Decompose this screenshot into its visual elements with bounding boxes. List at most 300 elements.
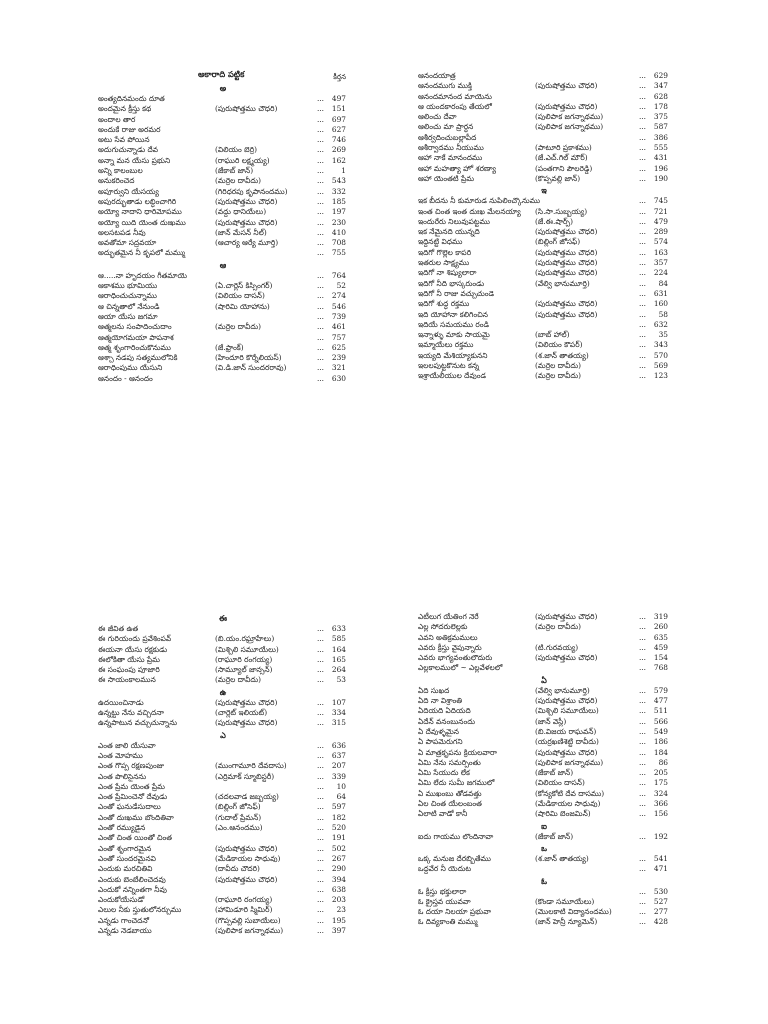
song-number: 755 [331, 248, 346, 258]
leader-dots: ... [638, 319, 646, 329]
leader-dots: ... [316, 145, 324, 155]
leader-dots: ... [316, 823, 324, 833]
song-number: 165 [331, 654, 346, 664]
song-author: (జాన్ హెన్రీ న్యూమెన్) [535, 917, 598, 927]
leader-dots: ... [316, 915, 324, 925]
song-title: ఆనందయాత్ర [418, 71, 456, 80]
index-entry [418, 737, 670, 747]
leader-dots: ... [316, 761, 324, 771]
index-entry [418, 258, 670, 268]
index-entry [98, 104, 348, 114]
index-entry [98, 115, 348, 125]
index-entry [418, 686, 670, 696]
song-number: 182 [331, 812, 346, 822]
song-author: (యర్రఖణిశెట్టి దావీదు) [535, 737, 599, 747]
leader-dots: ... [638, 799, 646, 809]
song-number: 239 [331, 353, 346, 363]
leader-dots: ... [638, 706, 646, 716]
song-title: అవతోమా సద్రవయా [98, 238, 157, 248]
song-number: 192 [653, 831, 668, 841]
song-author: (పురుషోత్తము చౌధరి) [535, 299, 598, 309]
song-number: 357 [653, 258, 668, 268]
song-title: ఏమి సేయుదు లేక [418, 768, 470, 778]
index-entry [98, 751, 348, 761]
song-number: 123 [653, 371, 668, 381]
index-entry [98, 675, 348, 685]
song-number: 35 [658, 330, 668, 340]
leader-dots: ... [316, 853, 324, 863]
index-entry [98, 238, 348, 248]
index-entry [98, 353, 348, 363]
song-title: అపురద్భుతాడు లబ్ధించాగిరి [98, 196, 177, 206]
song-title: ఆకాశము భూమియు [98, 281, 158, 291]
song-title: ఎంత పొలిసైనను [98, 771, 147, 781]
index-entry [418, 854, 670, 864]
section-letter: ఎ [220, 729, 226, 740]
section-letter: ఆ [219, 259, 227, 270]
song-number: 269 [331, 145, 346, 155]
index-entry [98, 363, 348, 373]
index-entry [418, 92, 670, 102]
song-number: 197 [331, 207, 346, 217]
leader-dots: ... [316, 311, 324, 321]
song-number: 479 [653, 216, 668, 226]
leader-dots: ... [638, 809, 646, 819]
song-author: (ఆచార్య ఆర్యే మూర్తి) [215, 238, 279, 248]
index-entry [418, 340, 670, 350]
song-number: 477 [653, 696, 668, 706]
leader-dots: ... [316, 270, 324, 280]
index-entry [98, 248, 348, 258]
song-number: 162 [331, 155, 346, 165]
song-title: ఏ దేవుళ్ళమైన [418, 726, 459, 736]
song-author: (మర్రెల దావీదు) [215, 675, 262, 685]
song-author: (పులిపాక జగన్నాథము) [215, 926, 284, 936]
index-entry [98, 905, 348, 915]
song-number: 375 [653, 112, 668, 122]
song-title: ఓ క్రైస్తవ యువవా [418, 896, 471, 906]
index-entry [418, 717, 670, 727]
song-title: ఎంత మోహము [98, 750, 143, 760]
song-number: 629 [653, 71, 668, 80]
leader-dots: ... [316, 217, 324, 227]
leader-dots: ... [638, 831, 646, 841]
index-entry [98, 291, 348, 301]
song-author: (పురుషోత్తము చౌధరి) [535, 747, 598, 757]
song-title: అయ్యో నాదాని ధారిమోపము [98, 207, 182, 217]
song-title: అనుకరించెద [98, 176, 135, 186]
song-author: (పురుషోత్తము చౌధరి) [535, 696, 598, 706]
index-entry [418, 897, 670, 907]
song-author: (పులిపాక జగన్నాథము) [535, 122, 604, 132]
leader-dots: ... [638, 778, 646, 788]
song-author: (చదలవాడ జబ్బయ్య) [215, 792, 279, 802]
song-author: (గుదాల్ ప్రేమన్) [215, 812, 262, 822]
song-author: (వద్దు ధానియేలు) [215, 207, 267, 217]
leader-dots: ... [316, 740, 324, 750]
index-entry [418, 748, 670, 758]
song-author: (ఎర్రిమాక్ స్మూబిస్టరీ) [215, 771, 275, 781]
song-number: 530 [653, 886, 668, 896]
leader-dots: ... [316, 644, 324, 654]
song-title: ఆయా యేసు జగమా [98, 311, 158, 321]
leader-dots: ... [316, 926, 324, 936]
leader-dots: ... [638, 247, 646, 257]
song-number: 579 [653, 685, 668, 695]
leader-dots: ... [638, 153, 646, 163]
section-letter: ఐ [541, 820, 547, 831]
index-entry [98, 125, 348, 135]
index-entry [98, 708, 348, 718]
song-author: (జేకాబ్ జాన్) [535, 768, 574, 778]
index-entry [418, 887, 670, 897]
song-number: 768 [653, 663, 668, 673]
index-entry [98, 374, 348, 384]
index-entry [418, 196, 670, 206]
index-entry [418, 217, 670, 227]
song-number: 195 [331, 915, 346, 925]
song-number: 175 [653, 778, 668, 788]
index-entry [98, 322, 348, 332]
song-author: (మేడికాయల సాధువు) [215, 853, 281, 863]
song-number: 386 [653, 132, 668, 142]
leader-dots: ... [316, 833, 324, 843]
index-entry [418, 310, 670, 320]
leader-dots: ... [316, 718, 324, 728]
song-title: ఒద్దవేర నీ యెదుట [418, 864, 472, 874]
song-number: 230 [331, 217, 346, 227]
song-title: ఇదియే సమయము రండి [418, 319, 490, 329]
leader-dots: ... [638, 330, 646, 340]
index-column-4 [418, 612, 670, 928]
leader-dots: ... [316, 332, 324, 342]
song-number: 633 [331, 624, 346, 633]
song-title: ఎంత జాలి యేసువా [98, 740, 156, 750]
index-entry [418, 207, 670, 217]
leader-dots: ... [638, 71, 646, 80]
song-number: 224 [653, 268, 668, 278]
index-entry [98, 333, 348, 343]
song-title: ఏలాటి వాడో కానీ [418, 809, 468, 819]
song-author: (విలియం దాసన్) [215, 291, 265, 301]
song-author: (జే.ఫ్రాంక్) [215, 342, 244, 352]
leader-dots: ... [316, 248, 324, 258]
leader-dots: ... [316, 771, 324, 781]
song-title: ఇదిగో గొల్లెల కాపరి [418, 247, 472, 257]
index-entry [98, 312, 348, 322]
song-title: ఎన్నడు గాంచెదనో [98, 915, 149, 925]
index-entry [418, 361, 670, 371]
index-entry [418, 768, 670, 778]
song-title: ఎంతో రమ్యుడైన [98, 823, 146, 833]
leader-dots: ... [638, 81, 646, 91]
leader-dots: ... [638, 163, 646, 173]
song-author: (మిశ్చిలి సమూయేలు) [215, 644, 279, 654]
song-title: ఎంతో శృంగారమైన [98, 843, 152, 853]
index-entry [418, 320, 670, 330]
leader-dots: ... [638, 653, 646, 663]
leader-dots: ... [316, 697, 324, 707]
leader-dots: ... [316, 155, 324, 165]
song-title: ఎందుకోయేసుడో [98, 895, 145, 905]
song-author: (మర్రెల దావీదు) [535, 371, 582, 381]
song-title: ఎల్లకాలములో ~ ఎల్లవేళలలో [418, 663, 503, 673]
leader-dots: ... [316, 708, 324, 718]
song-number: 156 [653, 809, 668, 819]
index-header [98, 69, 348, 82]
index-entry [418, 696, 670, 706]
index-entry [418, 102, 670, 112]
song-number: 637 [331, 750, 346, 760]
song-author: (పురుషోత్తము చౌధరి) [215, 718, 278, 728]
index-entry [98, 634, 348, 644]
song-author: (ఏ.చార్లెస్ కిస్సింగర్) [215, 281, 273, 291]
leader-dots: ... [638, 196, 646, 206]
index-entry [418, 153, 670, 163]
leader-dots: ... [316, 675, 324, 685]
song-number: 721 [653, 206, 668, 216]
song-author: (పురుషోత్తము చౌధరి) [535, 653, 598, 663]
leader-dots: ... [638, 122, 646, 132]
song-author: (జేకాబ్ జాన్) [535, 831, 574, 841]
index-entry [418, 832, 670, 842]
index-entry [418, 330, 670, 340]
index-entry [418, 809, 670, 819]
leader-dots: ... [638, 757, 646, 767]
song-title: ఆనందముగు ముక్తి [418, 81, 472, 91]
section-letter: అ [219, 83, 227, 93]
song-title: ఇదిగో నీ రాజు వచ్చుచుండె [418, 288, 495, 298]
song-title: ఏదియది ఏదియది [418, 706, 471, 716]
song-author: (పురుషోత్తము చౌధరి) [215, 697, 278, 707]
song-title: ఈయనా యేసు రక్షకుడు [98, 644, 168, 654]
song-number: 107 [331, 697, 346, 707]
song-number: 597 [331, 802, 346, 812]
song-author: (మర్రెల దావీదు) [215, 176, 262, 186]
index-entry [98, 271, 348, 281]
song-title: ఉన్నపాటున వచ్చుచున్నాను [98, 718, 178, 728]
leader-dots: ... [638, 663, 646, 673]
song-author: (షారిమి బెంజమిన్) [535, 809, 591, 819]
index-entry [418, 917, 670, 927]
song-author: (బి.యం.రఘ్రాహేలు) [215, 634, 275, 644]
song-title: ఎలుల నీకు స్తుతులోనర్చుము [98, 905, 182, 915]
index-entry [98, 823, 348, 833]
song-title: ఎవని అతిక్రమములు [418, 632, 478, 642]
song-title: అందమైన క్రీస్తు కథ [98, 104, 152, 114]
leader-dots: ... [638, 737, 646, 747]
leader-dots: ... [638, 896, 646, 906]
song-number: 151 [331, 104, 346, 114]
leader-dots: ... [316, 665, 324, 675]
song-title: ఇతరుల సాక్ష్యము [418, 258, 470, 268]
leader-dots: ... [316, 624, 324, 633]
song-author: (మర్రెల దావీదు) [535, 622, 582, 632]
song-number: 541 [653, 853, 668, 863]
index-entry [98, 645, 348, 655]
song-author: (విలియం బెర్రి) [215, 145, 257, 155]
song-number: 587 [653, 122, 668, 132]
song-number: 274 [331, 291, 346, 301]
song-number: 632 [653, 319, 668, 329]
song-title: ఈ సంఘంపు పూజారి [98, 665, 160, 675]
song-title: ఏమి లేదు సుమీ జగములో [418, 778, 495, 788]
index-entry [98, 145, 348, 155]
song-author: (బి.విజయ రాఘవన్) [535, 726, 597, 736]
index-entry [98, 624, 348, 634]
song-number: 347 [653, 81, 668, 91]
song-author: (సామ్యూల్ జాన్సన్) [215, 665, 273, 675]
song-author: (విలియం దాసన్) [535, 778, 585, 788]
song-number: 164 [331, 644, 346, 654]
song-number: 1 [341, 166, 346, 176]
index-entry [418, 633, 670, 643]
leader-dots: ... [316, 322, 324, 332]
index-entry [98, 655, 348, 665]
index-title: అకారాది పట్టిక [198, 69, 245, 79]
leader-dots: ... [638, 132, 646, 142]
index-entry [98, 875, 348, 885]
leader-dots: ... [638, 685, 646, 695]
index-entry [418, 133, 670, 143]
song-number: 511 [653, 706, 668, 716]
leader-dots: ... [638, 278, 646, 288]
index-entry [98, 926, 348, 936]
index-entry [418, 143, 670, 153]
song-author: (వేల్వి భానుమూర్తి) [535, 685, 590, 695]
leader-dots: ... [316, 895, 324, 905]
song-number: 64 [336, 792, 346, 802]
song-author: (కోన్యకోటి దేవ దాసము) [535, 788, 605, 798]
song-number: 569 [653, 361, 668, 371]
song-number: 697 [331, 114, 346, 124]
song-title: ఎటీలుగ యేతింగ నెరే [418, 612, 479, 621]
song-title: ఎంతో ఘనుడేసుదాలు [98, 802, 161, 812]
index-entry [98, 718, 348, 728]
song-title: ఇమ్మాయేలు రక్తము [418, 340, 474, 350]
index-entry [98, 741, 348, 751]
song-number: 260 [653, 622, 668, 632]
song-author: (పురుషోత్తము చౌధరి) [215, 217, 278, 227]
leader-dots: ... [638, 91, 646, 101]
song-number: 708 [331, 238, 346, 248]
song-number: 549 [653, 726, 668, 736]
index-entry [418, 643, 670, 653]
index-entry [98, 218, 348, 228]
song-number: 163 [653, 247, 668, 257]
song-author: (బిల్లింగ్ జోసఫ్) [535, 237, 581, 247]
index-entry [418, 351, 670, 361]
index-entry [98, 176, 348, 186]
song-author: (పురుషోత్తము చౌధరి) [215, 843, 278, 853]
song-title: ఒక్క మనుజ దేరబ్బితేము [418, 853, 491, 863]
song-title: ఆరాధింపుము యేసుని [98, 363, 163, 373]
leader-dots: ... [316, 196, 324, 206]
leader-dots: ... [638, 747, 646, 757]
leader-dots: ... [316, 781, 324, 791]
index-entry [418, 622, 670, 632]
song-number: 574 [653, 237, 668, 247]
song-title: ఇదిగో నీది భాస్కరుండు [418, 278, 485, 288]
song-number: 410 [331, 227, 346, 237]
song-title: ఉన్నట్టు నేను వచ్చిదనా [98, 708, 164, 718]
song-author: (పురుషోత్తము చౌధరి) [535, 247, 598, 257]
leader-dots: ... [638, 726, 646, 736]
leader-dots: ... [316, 802, 324, 812]
song-author: (పురుషోత్తము చౌధరి) [535, 258, 598, 268]
leader-dots: ... [316, 124, 324, 134]
leader-dots: ... [316, 634, 324, 644]
index-entry [418, 612, 670, 622]
song-author: (పురుషోత్తము చౌధరి) [535, 81, 598, 91]
song-number: 394 [331, 874, 346, 884]
leader-dots: ... [638, 788, 646, 798]
song-number: 397 [331, 926, 346, 936]
song-author: (పురుషోత్తము చౌధరి) [215, 104, 278, 114]
song-title: ఈ సాయంకాలమున [98, 675, 156, 685]
song-author: (టి.గురవయ్య) [535, 642, 579, 652]
index-entry [418, 112, 670, 122]
leader-dots: ... [638, 768, 646, 778]
leader-dots: ... [638, 101, 646, 111]
song-number: 625 [331, 342, 346, 352]
song-number: 264 [331, 665, 346, 675]
song-author: (పురుషోత్తము చౌధరి) [535, 227, 598, 237]
leader-dots: ... [638, 268, 646, 278]
leader-dots: ... [316, 281, 324, 291]
song-number: 746 [331, 135, 346, 145]
leader-dots: ... [638, 350, 646, 360]
song-title: ఎందుకు మరచితివి [98, 864, 153, 874]
song-author: (చార్లెట్ ఇలియట్) [215, 708, 268, 718]
leader-dots: ... [316, 750, 324, 760]
song-title: ఇదిగో శుద్ధ రక్తము [418, 299, 470, 309]
song-number: 334 [331, 708, 346, 718]
song-title: ఆ యందకారంపు తేయలో [418, 101, 492, 111]
song-title: ఐదు గాయము లొందినావా [418, 831, 494, 841]
song-title: ఇలలపుట్టకొనుట కన్న [418, 361, 480, 371]
song-title: ఆనందమానంద మాయెను [418, 91, 492, 101]
song-author: (మేడికాయల సాధువు) [535, 799, 601, 809]
song-title: ఆహా యెంతటి ప్రేమ [418, 173, 475, 183]
song-number: 315 [331, 718, 346, 728]
index-entry [98, 343, 348, 353]
song-number: 343 [653, 340, 668, 350]
section-letter: ఇ [541, 185, 547, 196]
song-title: ఆహా నాకే మానందము [418, 153, 483, 163]
song-number: 186 [653, 737, 668, 747]
index-entry [98, 895, 348, 905]
song-title: అపూర్వుని యేసయ్య [98, 186, 159, 196]
song-title: ఇక నేమైనది యున్నది [418, 227, 480, 237]
song-title: ఎంత గొప్ప రక్షణపుంజు [98, 761, 164, 771]
song-number: 191 [331, 833, 346, 843]
index-entry [418, 653, 670, 663]
song-title: ఎందుకు బెంబేలించెదవు [98, 874, 166, 884]
index-entry [98, 802, 348, 812]
index-entry [418, 227, 670, 237]
leader-dots: ... [316, 301, 324, 311]
song-author: (రాఘూరి రంగయ్య) [215, 654, 273, 664]
song-number: 497 [331, 94, 346, 103]
song-number: 764 [331, 270, 346, 280]
song-author: (పాటూరి ప్రకాశము) [535, 143, 592, 153]
index-entry [418, 174, 670, 184]
song-number: 555 [653, 143, 668, 153]
song-number: 566 [653, 716, 668, 726]
song-title: ఎవరు భాగ్యవంతులౌదురు [418, 653, 493, 663]
song-author: (జేకాబ్ జాన్) [215, 166, 254, 176]
